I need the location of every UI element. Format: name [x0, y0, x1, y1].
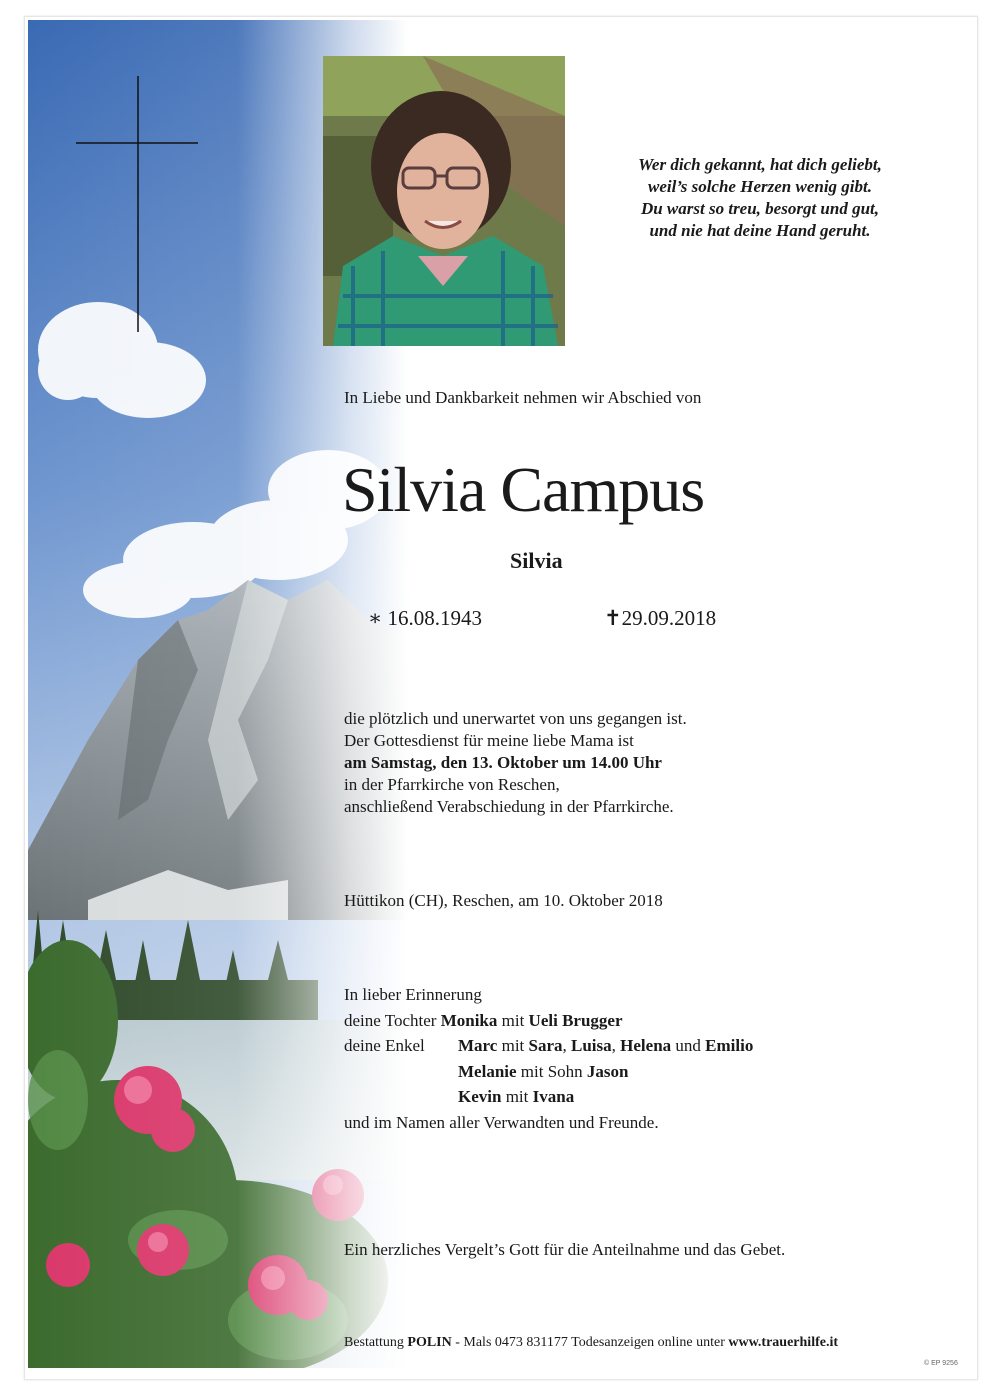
daughter-name: Monika: [440, 1010, 498, 1030]
separator: ,: [562, 1036, 572, 1056]
print-code: © EP 9256: [924, 1360, 958, 1367]
photo-portrait: [323, 56, 565, 346]
footer-url[interactable]: www.trauerhilfe.it: [728, 1335, 839, 1350]
family-closing: und im Namen aller Verwandten und Freunde.: [344, 1112, 659, 1132]
memorial-verse: [560, 154, 960, 242]
grandchild-name: Kevin: [458, 1087, 502, 1107]
details-line: die plötzlich und unerwartet von uns gegangen ist.: [344, 709, 687, 728]
details-line: Der Gottesdienst für meine liebe Mama ist: [344, 731, 634, 750]
intro-text: In Liebe und Dankbarkeit nehmen wir Abschied von: [344, 388, 702, 407]
grandchild-name: Melanie: [458, 1061, 517, 1081]
details-line: am Samstag, den 13. Oktober um 14.00 Uhr: [344, 753, 662, 772]
cross-icon: [76, 76, 198, 332]
with-word: mit Sohn: [520, 1061, 583, 1081]
separator: ,: [611, 1036, 621, 1056]
daughter-label: deine Tochter: [344, 1010, 437, 1030]
thanks-text: Ein herzliches Vergelt’s Gott für die Anteilnahme und das Gebet.: [344, 1240, 786, 1259]
and-word: und: [675, 1036, 701, 1056]
grandchild-name: Marc: [458, 1036, 498, 1056]
great-grandchild-name: Emilio: [705, 1036, 754, 1056]
funeral-details: [344, 708, 687, 818]
family-row-daughter: [344, 1008, 753, 1034]
funeral-home-name: POLIN: [407, 1335, 452, 1350]
details-line: in der Pfarrkirche von Reschen,: [344, 775, 560, 794]
deceased-name: Silvia Campus: [342, 454, 705, 525]
great-grandchild-name: Sara: [528, 1036, 563, 1056]
family-row-grandchild: [344, 1059, 753, 1085]
footer: [344, 1335, 838, 1351]
death-date: ✝29.09.2018: [604, 606, 717, 630]
deceased-nickname: Silvia: [510, 548, 563, 573]
great-grandchild-name: Luisa: [571, 1036, 612, 1056]
with-word: mit: [505, 1087, 529, 1107]
daughter-partner: Ueli Brugger: [528, 1010, 623, 1030]
great-grandchild-name: Helena: [620, 1036, 672, 1056]
great-grandchild-name: Ivana: [532, 1087, 575, 1107]
with-word: mit: [501, 1036, 525, 1056]
footer-contact: - Mals 0473 831177 Todesanzeigen online unter: [451, 1335, 729, 1350]
verse-line: und nie hat deine Hand geruht.: [649, 221, 871, 240]
family-list: [344, 982, 753, 1136]
family-row-grandchildren: [344, 1033, 753, 1059]
great-grandchild-name: Jason: [586, 1061, 629, 1081]
details-line: anschließend Verabschiedung in der Pfarrkirche.: [344, 797, 674, 816]
family-heading: In lieber Erinnerung: [344, 985, 482, 1004]
grandchildren-label: deine Enkel: [344, 1036, 425, 1056]
place-date: Hüttikon (CH), Reschen, am 10. Oktober 2018: [344, 891, 663, 910]
family-row-grandchild: [344, 1084, 753, 1110]
footer-prefix: Bestattung: [344, 1335, 404, 1350]
verse-line: Wer dich gekannt, hat dich geliebt,: [638, 155, 882, 174]
verse-line: weil’s solche Herzen wenig gibt.: [648, 177, 872, 196]
birth-date: ∗ 16.08.1943: [368, 606, 483, 630]
with-word: mit: [501, 1010, 525, 1030]
verse-line: Du warst so treu, besorgt und gut,: [640, 199, 880, 218]
